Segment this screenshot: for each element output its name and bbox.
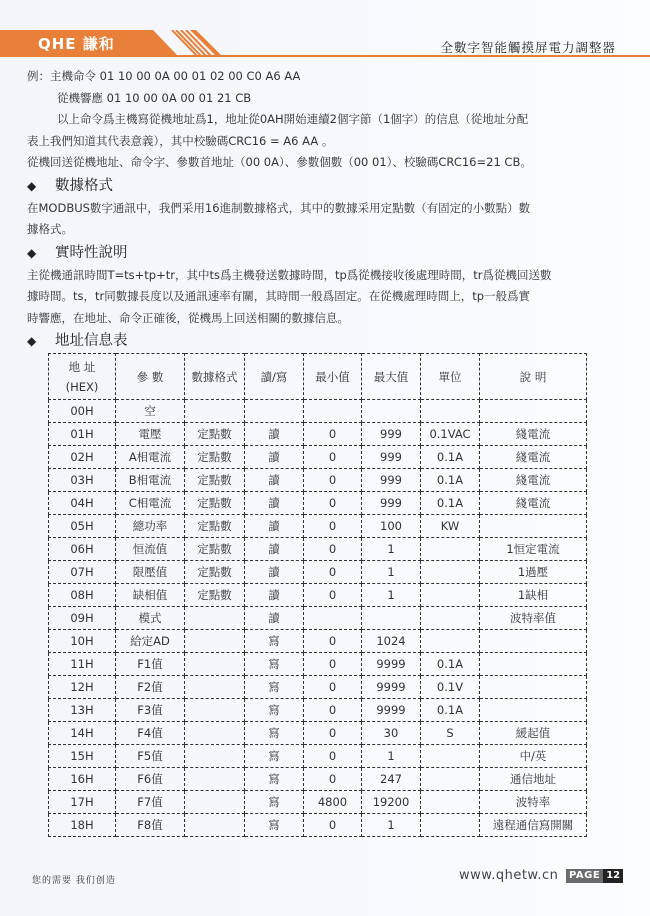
cell-param: F5值 xyxy=(116,745,185,768)
cell-address: 06H xyxy=(49,538,116,561)
cell-param: F1值 xyxy=(116,653,185,676)
cell-address: 02H xyxy=(49,446,116,469)
cell-rw: 讀 xyxy=(245,469,304,492)
cell-address: 09H xyxy=(49,607,116,630)
cell-max: 30 xyxy=(362,722,421,745)
cell-unit: S xyxy=(421,722,480,745)
cell-max: 9999 xyxy=(362,653,421,676)
cell-param: 限壓值 xyxy=(116,561,185,584)
cell-min: 0 xyxy=(304,515,362,538)
cell-max: 999 xyxy=(362,423,421,446)
cell-max: 1 xyxy=(362,745,421,768)
cell-format: 定點數 xyxy=(185,423,245,446)
cell-param: 恒流值 xyxy=(116,538,185,561)
cell-desc xyxy=(480,699,587,722)
cell-address: 00H xyxy=(49,400,116,423)
cell-rw: 讀 xyxy=(245,423,304,446)
cell-address: 10H xyxy=(49,630,116,653)
cell-max: 999 xyxy=(362,446,421,469)
cell-desc: 中/英 xyxy=(480,745,587,768)
cell-min: 0 xyxy=(304,538,362,561)
cell-rw: 讀 xyxy=(245,607,304,630)
cell-format: 定點數 xyxy=(185,584,245,607)
cell-max: 1024 xyxy=(362,630,421,653)
cell-address: 12H xyxy=(49,676,116,699)
cell-desc: 通信地址 xyxy=(480,768,587,791)
document-body xyxy=(27,66,627,353)
cell-max: 1 xyxy=(362,814,421,837)
cell-unit: 0.1A xyxy=(421,446,480,469)
cell-unit: 0.1A xyxy=(421,653,480,676)
example-line: 以上命令爲主機寫從機地址爲1，地址從0AH開始連續2個字節（1個字）的信息（從地址分配 xyxy=(57,112,529,126)
cell-rw: 讀 xyxy=(245,446,304,469)
cell-max: 1 xyxy=(362,584,421,607)
cell-rw: 寫 xyxy=(245,791,304,814)
cell-min: 0 xyxy=(304,814,362,837)
cell-format xyxy=(185,791,245,814)
cell-format xyxy=(185,814,245,837)
cell-min xyxy=(304,607,362,630)
cell-address: 07H xyxy=(49,561,116,584)
cell-param: F2值 xyxy=(116,676,185,699)
cell-param: A相電流 xyxy=(116,446,185,469)
cell-unit xyxy=(421,584,480,607)
section-title-address-table: ◆ 地址信息表 xyxy=(27,329,627,353)
cell-unit: 0.1VAC xyxy=(421,423,480,446)
cell-param: 總功率 xyxy=(116,515,185,538)
cell-desc: 波特率值 xyxy=(480,607,587,630)
cell-param: 電壓 xyxy=(116,423,185,446)
cell-unit xyxy=(421,768,480,791)
footer-slogan: 您的需要 我们创造 xyxy=(32,876,116,886)
cell-desc: 1過壓 xyxy=(480,561,587,584)
cell-param: F4值 xyxy=(116,722,185,745)
cell-desc: 綫電流 xyxy=(480,469,587,492)
cell-rw xyxy=(245,400,304,423)
cell-param: 模式 xyxy=(116,607,185,630)
cell-address: 13H xyxy=(49,699,116,722)
diamond-bullet-icon: ◆ xyxy=(27,245,37,260)
cell-rw: 寫 xyxy=(245,814,304,837)
cell-desc xyxy=(480,653,587,676)
cell-format xyxy=(185,607,245,630)
cell-rw: 寫 xyxy=(245,768,304,791)
cell-format xyxy=(185,699,245,722)
cell-max: 999 xyxy=(362,492,421,515)
cell-format xyxy=(185,630,245,653)
page-label: PAGE xyxy=(566,869,603,883)
cell-rw: 讀 xyxy=(245,538,304,561)
cell-unit xyxy=(421,745,480,768)
table-row xyxy=(49,469,587,492)
cell-desc: 波特率 xyxy=(480,791,587,814)
col-header-address: 地 址 (HEX) xyxy=(49,354,116,400)
cell-desc: 綫電流 xyxy=(480,423,587,446)
col-header-desc: 說 明 xyxy=(480,354,587,400)
cell-param: C相電流 xyxy=(116,492,185,515)
cell-param: 空 xyxy=(116,400,185,423)
cell-rw: 讀 xyxy=(245,515,304,538)
cell-desc: 綫電流 xyxy=(480,492,587,515)
cell-param: B相電流 xyxy=(116,469,185,492)
cell-format xyxy=(185,653,245,676)
cell-format: 定點數 xyxy=(185,561,245,584)
cell-address: 03H xyxy=(49,469,116,492)
cell-max: 19200 xyxy=(362,791,421,814)
example-line: 表上我們知道其代表意義），其中校驗碼CRC16 = A6 AA 。 xyxy=(27,133,334,148)
cell-unit xyxy=(421,561,480,584)
table-row xyxy=(49,492,587,515)
cell-max: 9999 xyxy=(362,699,421,722)
table-row xyxy=(49,768,587,791)
cell-rw: 寫 xyxy=(245,653,304,676)
cell-address: 05H xyxy=(49,515,116,538)
table-row xyxy=(49,699,587,722)
table-row xyxy=(49,607,587,630)
cell-min: 0 xyxy=(304,722,362,745)
cell-param: F3值 xyxy=(116,699,185,722)
cell-max: 1 xyxy=(362,538,421,561)
page-number-badge xyxy=(566,869,623,883)
cell-max: 999 xyxy=(362,469,421,492)
cell-format: 定點數 xyxy=(185,515,245,538)
cell-format: 定點數 xyxy=(185,492,245,515)
cell-unit: 0.1A xyxy=(421,492,480,515)
cell-param: F7值 xyxy=(116,791,185,814)
cell-rw: 讀 xyxy=(245,584,304,607)
cell-desc: 緩起值 xyxy=(480,722,587,745)
cell-min: 0 xyxy=(304,653,362,676)
cell-min: 0 xyxy=(304,676,362,699)
cell-param: F6值 xyxy=(116,768,185,791)
cell-min: 0 xyxy=(304,561,362,584)
table-row xyxy=(49,722,587,745)
section-title-data-format: ◆ 數據格式 xyxy=(27,174,627,198)
cell-format: 定點數 xyxy=(185,538,245,561)
cell-desc: 1恒定電流 xyxy=(480,538,587,561)
cell-min: 0 xyxy=(304,584,362,607)
page-number: 12 xyxy=(603,869,623,883)
cell-address: 08H xyxy=(49,584,116,607)
cell-unit xyxy=(421,630,480,653)
table-row xyxy=(49,814,587,837)
cell-min: 0 xyxy=(304,699,362,722)
col-header-rw: 讀/寫 xyxy=(245,354,304,400)
table-row xyxy=(49,515,587,538)
paragraph-line: 據格式。 xyxy=(27,222,73,236)
example-line: 從機響應 01 10 00 0A 00 01 21 CB xyxy=(57,90,252,105)
cell-address: 11H xyxy=(49,653,116,676)
cell-format xyxy=(185,768,245,791)
table-row xyxy=(49,676,587,699)
header-divider xyxy=(0,55,650,57)
cell-min: 0 xyxy=(304,745,362,768)
paragraph-line: 據時間。ts，tr同數據長度以及通訊速率有關，其時間一般爲固定。在從機處理時間上，tp一般爲實 xyxy=(27,289,531,303)
cell-format xyxy=(185,722,245,745)
cell-max: 1 xyxy=(362,561,421,584)
cell-rw: 寫 xyxy=(245,745,304,768)
example-line: 從機回送從機地址、命令字、參數首地址（00 0A）、參數個數（00 01）、校驗碼CRC16=21 CB。 xyxy=(27,155,532,169)
table-row xyxy=(49,584,587,607)
cell-desc: 遠程通信寫開關 xyxy=(480,814,587,837)
cell-desc xyxy=(480,400,587,423)
cell-desc xyxy=(480,676,587,699)
cell-min xyxy=(304,400,362,423)
cell-unit xyxy=(421,814,480,837)
paragraph-line: 主從機通訊時間T=ts+tp+tr，其中ts爲主機發送數據時間，tp爲從機接收後處理時間，tr爲從機回送數 xyxy=(27,267,552,282)
table-row xyxy=(49,561,587,584)
table-row xyxy=(49,400,587,423)
cell-desc xyxy=(480,515,587,538)
cell-rw: 寫 xyxy=(245,699,304,722)
cell-rw: 寫 xyxy=(245,630,304,653)
table-row xyxy=(49,791,587,814)
cell-unit: KW xyxy=(421,515,480,538)
table-header-row xyxy=(49,354,587,400)
cell-address: 01H xyxy=(49,423,116,446)
col-header-unit: 單位 xyxy=(421,354,480,400)
cell-rw: 寫 xyxy=(245,676,304,699)
col-header-min: 最小值 xyxy=(304,354,362,400)
cell-format xyxy=(185,400,245,423)
cell-unit xyxy=(421,607,480,630)
cell-address: 14H xyxy=(49,722,116,745)
cell-address: 16H xyxy=(49,768,116,791)
cell-rw: 讀 xyxy=(245,492,304,515)
cell-desc xyxy=(480,630,587,653)
cell-max: 100 xyxy=(362,515,421,538)
cell-min: 0 xyxy=(304,492,362,515)
cell-unit: 0.1A xyxy=(421,699,480,722)
col-header-max: 最大值 xyxy=(362,354,421,400)
cell-unit: 0.1V xyxy=(421,676,480,699)
cell-desc: 綫電流 xyxy=(480,446,587,469)
cell-unit xyxy=(421,538,480,561)
cell-unit xyxy=(421,791,480,814)
col-header-param: 參 數 xyxy=(116,354,185,400)
cell-max: 9999 xyxy=(362,676,421,699)
paragraph-line: 時響應，在地址、命令正確後，從機馬上回送相關的數據信息。 xyxy=(27,310,349,325)
cell-address: 15H xyxy=(49,745,116,768)
table-row xyxy=(49,446,587,469)
cell-min: 0 xyxy=(304,630,362,653)
section-title-realtime: ◆ 實時性說明 xyxy=(27,241,627,265)
cell-max: 247 xyxy=(362,768,421,791)
cell-min: 0 xyxy=(304,446,362,469)
cell-min: 4800 xyxy=(304,791,362,814)
cell-max xyxy=(362,607,421,630)
example-line: 例：主機命令 01 10 00 0A 00 01 02 00 C0 A6 AA xyxy=(27,69,301,83)
table-row xyxy=(49,538,587,561)
table-row xyxy=(49,423,587,446)
page-header xyxy=(0,0,650,60)
col-header-format: 數據格式 xyxy=(185,354,245,400)
diamond-bullet-icon: ◆ xyxy=(27,178,37,193)
cell-desc: 1缺相 xyxy=(480,584,587,607)
cell-address: 17H xyxy=(49,791,116,814)
cell-format xyxy=(185,676,245,699)
cell-param: 給定AD xyxy=(116,630,185,653)
cell-param: F8值 xyxy=(116,814,185,837)
cell-min: 0 xyxy=(304,469,362,492)
product-title: 全數字智能觸摸屏電力調整器 xyxy=(440,40,616,55)
cell-param: 缺相值 xyxy=(116,584,185,607)
cell-rw: 讀 xyxy=(245,561,304,584)
cell-format: 定點數 xyxy=(185,469,245,492)
cell-address: 18H xyxy=(49,814,116,837)
footer-website-link[interactable]: www.qhetw.cn xyxy=(459,868,559,883)
cell-unit: 0.1A xyxy=(421,469,480,492)
diamond-bullet-icon: ◆ xyxy=(27,334,37,348)
address-info-table xyxy=(48,353,587,837)
cell-format xyxy=(185,745,245,768)
table-row xyxy=(49,745,587,768)
cell-rw: 寫 xyxy=(245,722,304,745)
paragraph-line: 在MODBUS數字通訊中，我們采用16進制數據格式，其中的數據采用定點數（有固定的小數點）數 xyxy=(27,200,531,215)
table-row xyxy=(49,630,587,653)
table-row xyxy=(49,653,587,676)
cell-unit xyxy=(421,400,480,423)
cell-address: 04H xyxy=(49,492,116,515)
brand-logo: QHE 謙和 xyxy=(38,35,115,53)
cell-min: 0 xyxy=(304,423,362,446)
cell-min: 0 xyxy=(304,768,362,791)
cell-format: 定點數 xyxy=(185,446,245,469)
cell-max xyxy=(362,400,421,423)
